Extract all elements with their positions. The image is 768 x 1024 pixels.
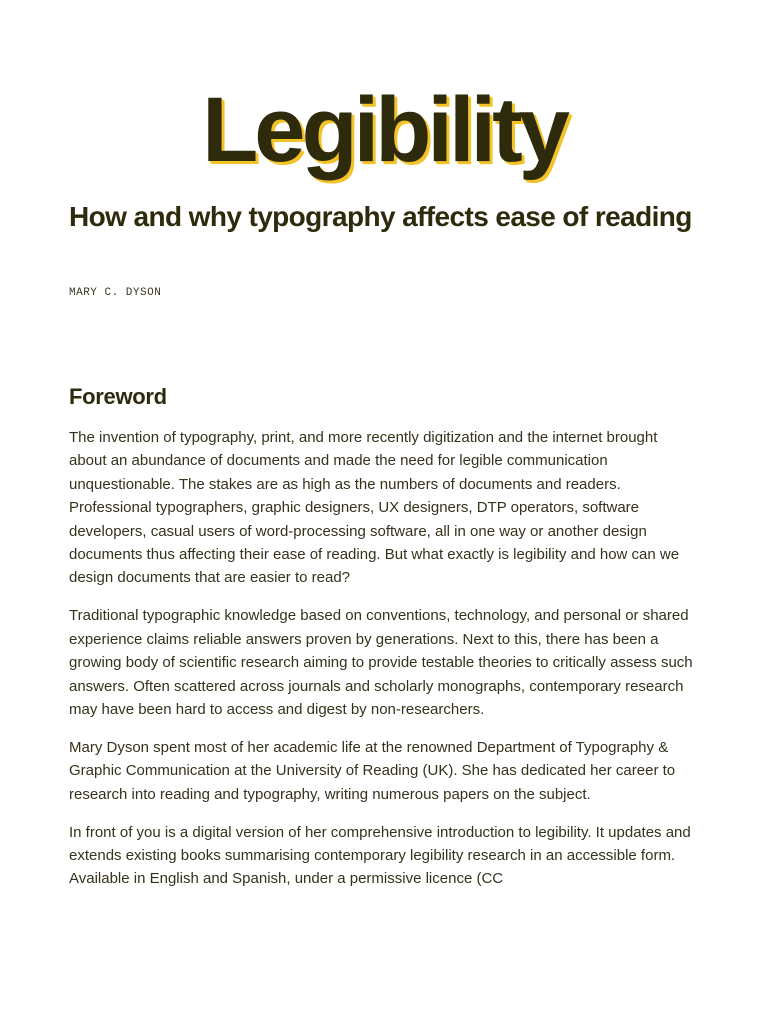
document-title: Legibility — [202, 79, 566, 181]
foreword-paragraph: The invention of typography, print, and more recently digitization and the internet brought about an abundance of documents and made the need for legible communication unquestionable. The stakes are as high as the numbers of documents and readers. Professional typographers, graphic designers, UX designers, DTP operators, software developers, casual users of word-processing software, all in one way or another design documents thus affecting their ease of reading. But what exactly is legibility and how can we design documents that are easier to read? — [69, 429, 680, 587]
author-name: MARY C. DYSON — [69, 287, 162, 299]
foreword-body — [69, 426, 699, 905]
document-subtitle: How and why typography affects ease of reading — [69, 201, 692, 232]
foreword-paragraph: Traditional typographic knowledge based on conventions, technology, and personal or shared experience claims reliable answers proven by generations. Next to this, there has been a growing body of scientific research aiming to provide testable theories to critically assess such answers. Often scattered across journals and scholarly monographs, contemporary research may have been hard to access and digest by non-researchers. — [69, 607, 693, 718]
foreword-paragraph: Mary Dyson spent most of her academic life at the renowned Department of Typography & Graphic Communication at the University of Reading (UK). She has dedicated her career to research into reading and typography, writing numerous papers on the subject. — [69, 738, 676, 803]
foreword-heading: Foreword — [69, 384, 167, 409]
foreword-paragraph: In front of you is a digital version of her comprehensive introduction to legibility. It updates and extends existing books summarising contemporary legibility research in an accessible form. Available in English and Spanish, under a permissive licence (CC — [69, 823, 691, 888]
